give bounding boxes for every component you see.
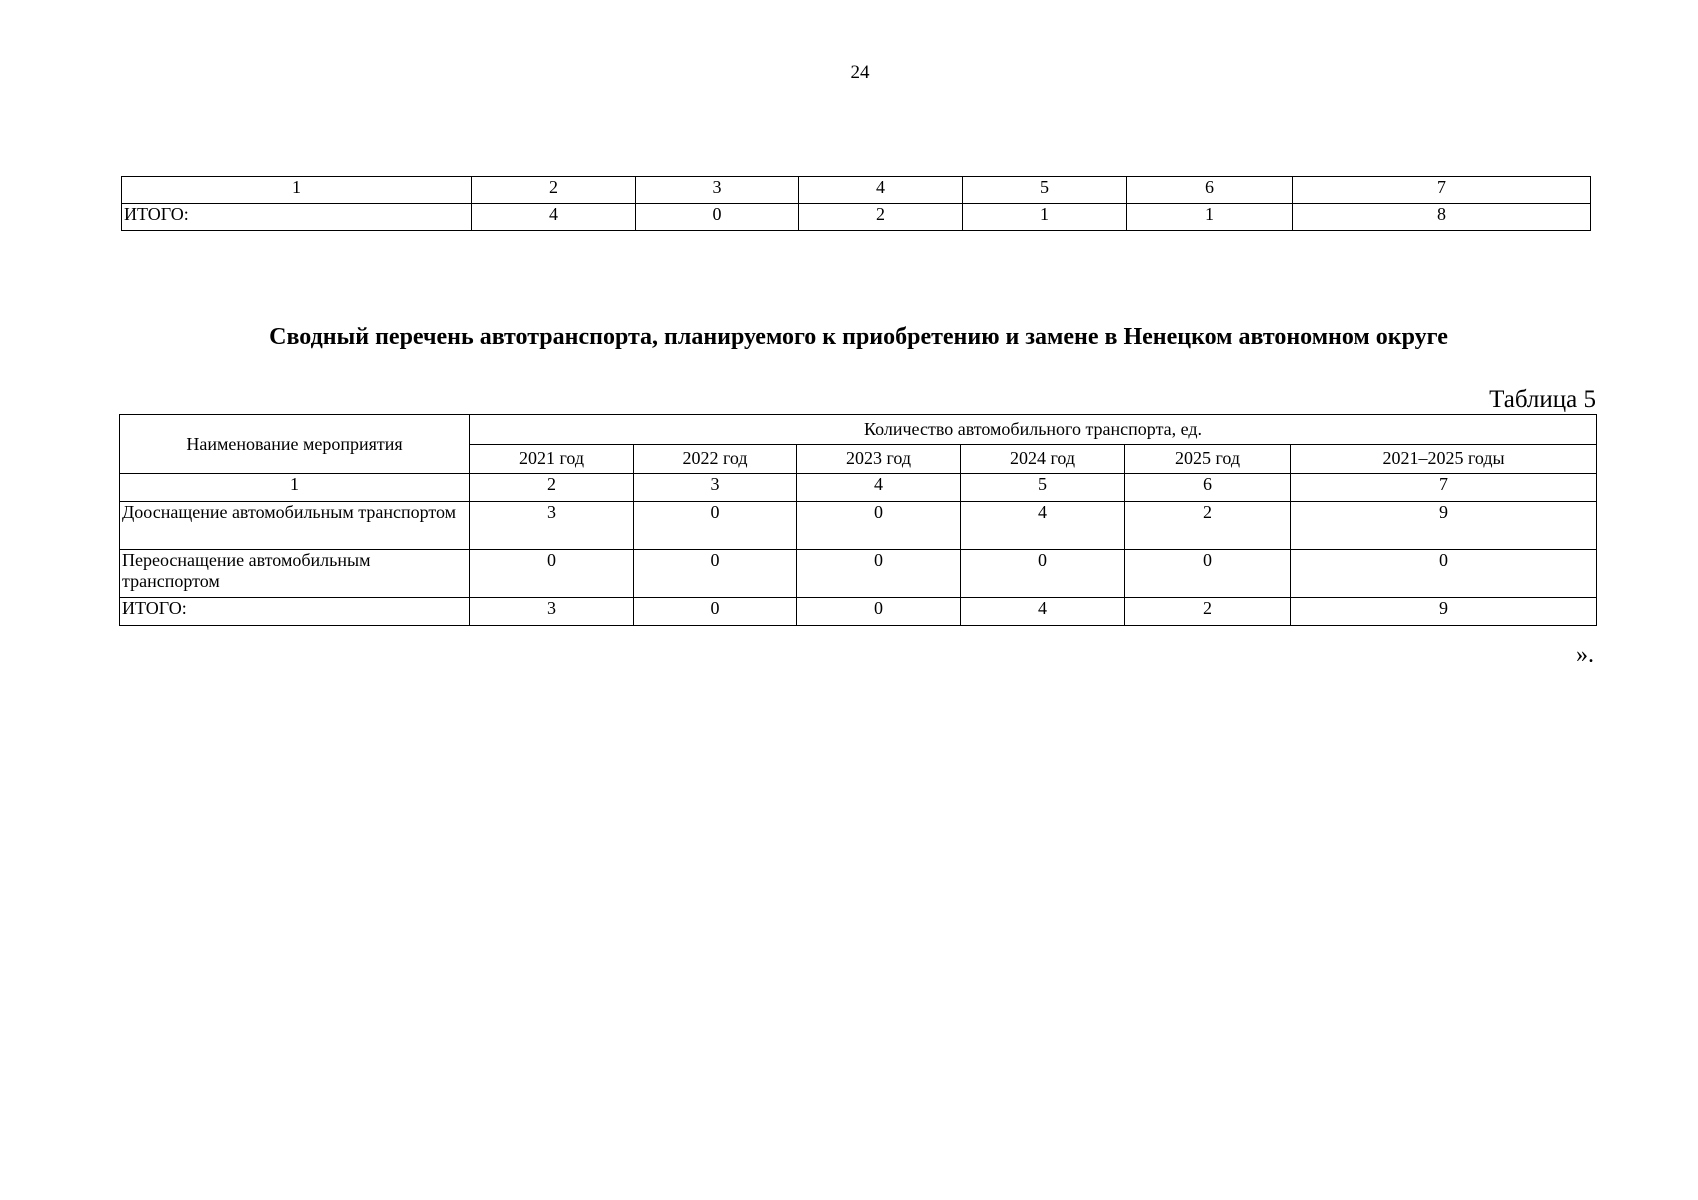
table-row xyxy=(120,502,1597,550)
activity-name-cell: Дооснащение автомобильным транспортом xyxy=(120,502,470,550)
column-number-cell: 3 xyxy=(634,474,797,502)
value-cell: 0 xyxy=(1125,550,1291,598)
total-row xyxy=(120,598,1597,626)
total-label: ИТОГО: xyxy=(120,598,470,626)
value-cell: 0 xyxy=(797,502,961,550)
value-cell: 0 xyxy=(470,550,634,598)
year-header: 2024 год xyxy=(961,444,1125,474)
column-number-cell: 1 xyxy=(122,177,472,204)
closing-quote-mark: ». xyxy=(1576,642,1594,668)
header-row xyxy=(120,415,1597,445)
activity-name-cell: Переоснащение автомобильным транспортом xyxy=(120,550,470,598)
value-cell: 0 xyxy=(634,502,797,550)
total-cell: 1 xyxy=(963,204,1127,231)
year-header: 2021–2025 годы xyxy=(1291,444,1597,474)
column-number-row xyxy=(122,177,1591,204)
column-number-cell: 2 xyxy=(470,474,634,502)
column-number-cell: 7 xyxy=(1291,474,1597,502)
value-cell: 0 xyxy=(797,550,961,598)
value-cell: 0 xyxy=(634,550,797,598)
value-cell: 2 xyxy=(1125,502,1291,550)
total-cell: 1 xyxy=(1127,204,1293,231)
document-title: Сводный перечень автотранспорта, планируемого к приобретению и замене в Ненецком автономном округе xyxy=(269,324,1448,350)
year-header: 2022 год xyxy=(634,444,797,474)
page-number: 24 xyxy=(850,62,870,83)
total-cell: 4 xyxy=(961,598,1125,626)
total-cell: 0 xyxy=(634,598,797,626)
value-cell: 4 xyxy=(961,502,1125,550)
column-number-cell: 5 xyxy=(961,474,1125,502)
year-header: 2025 год xyxy=(1125,444,1291,474)
total-cell: 4 xyxy=(472,204,636,231)
value-cell: 0 xyxy=(1291,550,1597,598)
column-number-cell: 6 xyxy=(1127,177,1293,204)
total-cell: 9 xyxy=(1291,598,1597,626)
table-5 xyxy=(119,414,1597,626)
total-cell: 8 xyxy=(1293,204,1591,231)
quantity-group-header: Количество автомобильного транспорта, ед. xyxy=(470,415,1597,445)
year-header: 2023 год xyxy=(797,444,961,474)
column-number-cell: 2 xyxy=(472,177,636,204)
column-number-cell: 4 xyxy=(797,474,961,502)
total-cell: 2 xyxy=(799,204,963,231)
value-cell: 9 xyxy=(1291,502,1597,550)
column-number-row xyxy=(120,474,1597,502)
value-cell: 0 xyxy=(961,550,1125,598)
column-number-cell: 4 xyxy=(799,177,963,204)
total-row xyxy=(122,204,1591,231)
total-cell: 2 xyxy=(1125,598,1291,626)
column-number-cell: 7 xyxy=(1293,177,1591,204)
table-caption: Таблица 5 xyxy=(1489,386,1596,413)
total-cell: 0 xyxy=(797,598,961,626)
column-number-cell: 6 xyxy=(1125,474,1291,502)
column-number-cell: 5 xyxy=(963,177,1127,204)
column-number-cell: 1 xyxy=(120,474,470,502)
value-cell: 3 xyxy=(470,502,634,550)
activity-name-header: Наименование мероприятия xyxy=(120,415,470,474)
total-cell: 3 xyxy=(470,598,634,626)
continued-table xyxy=(121,176,1591,231)
total-label: ИТОГО: xyxy=(122,204,472,231)
total-cell: 0 xyxy=(636,204,799,231)
table-row xyxy=(120,550,1597,598)
column-number-cell: 3 xyxy=(636,177,799,204)
year-header: 2021 год xyxy=(470,444,634,474)
